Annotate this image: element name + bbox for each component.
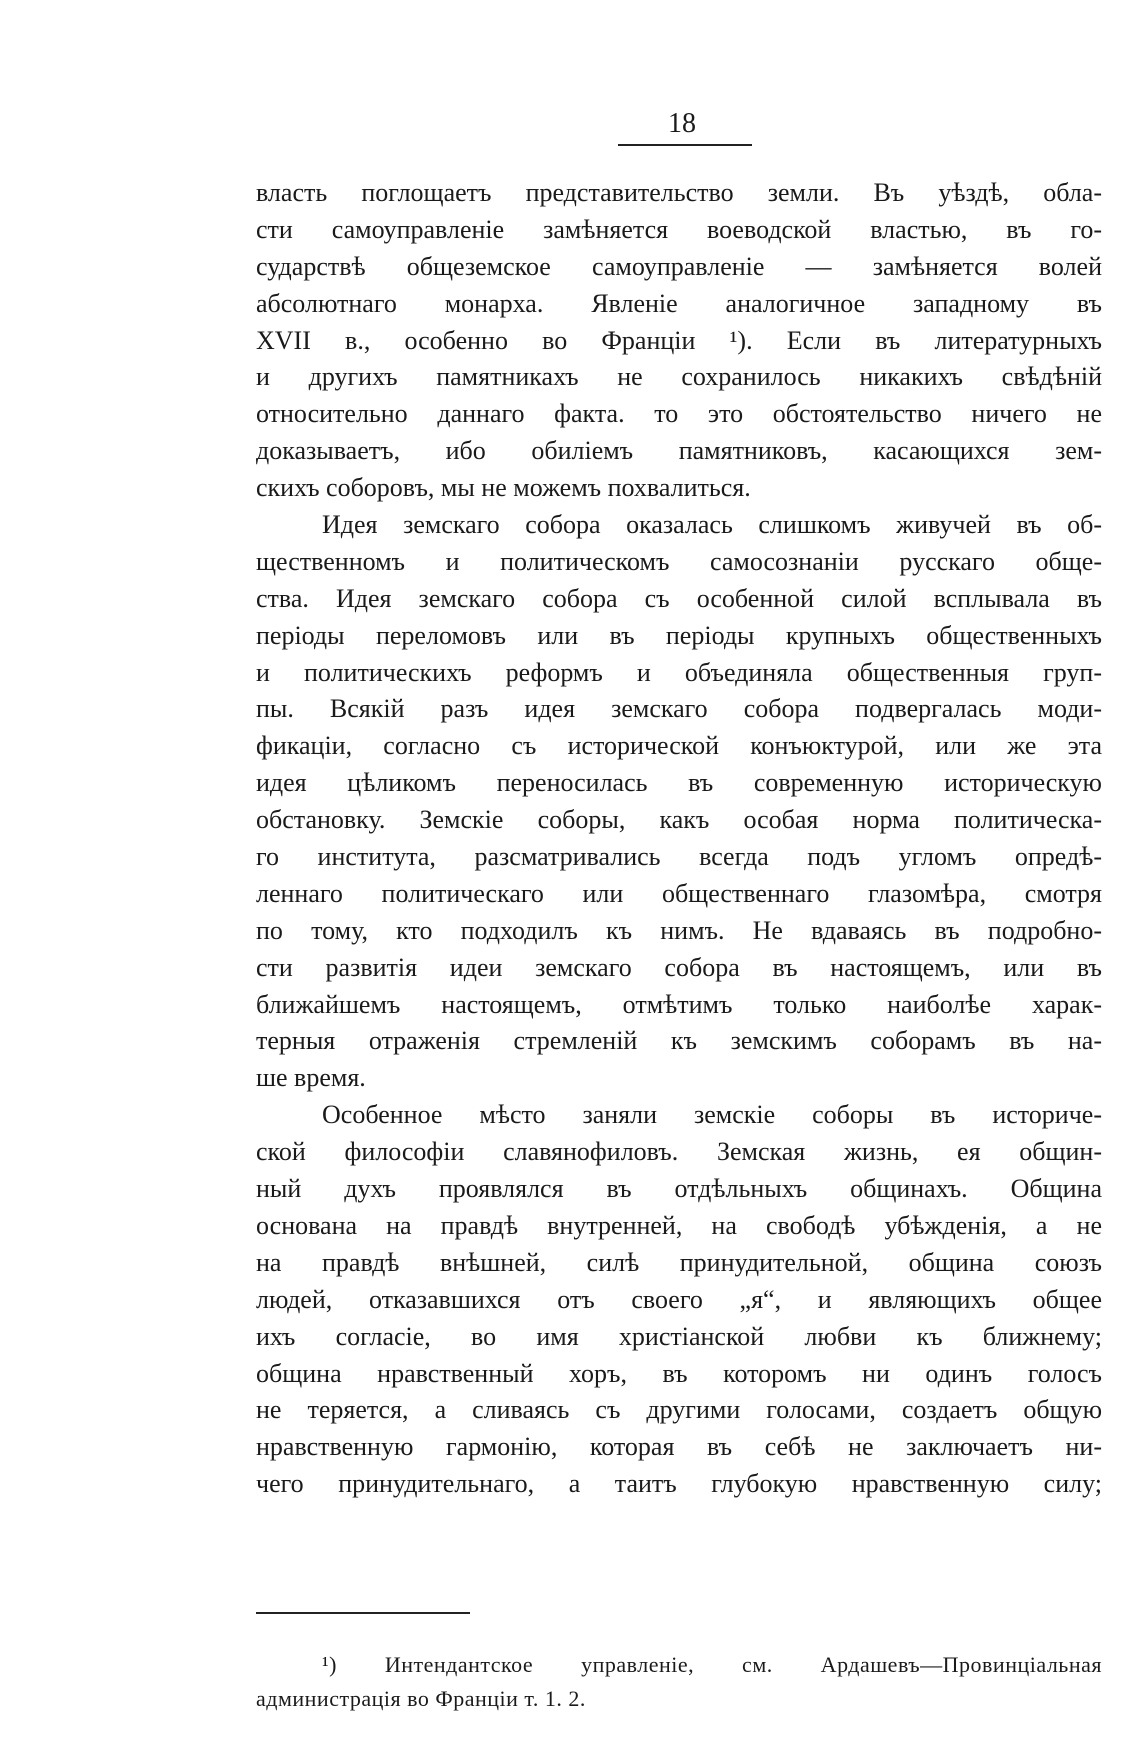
body-text — [256, 175, 1102, 1503]
page-number: 18 — [668, 108, 696, 139]
text-line: сударствѣ общеземское самоуправленіе — замѣняется волей — [256, 251, 1102, 281]
text-line: Особенное мѣсто заняли земскіе соборы въ историче- — [322, 1100, 1102, 1130]
text-line: Идея земскаго собора оказалась слишкомъ живучей въ об- — [322, 510, 1102, 540]
text-line: обстановку. Земскіе соборы, какъ особая норма политическа- — [256, 805, 1102, 835]
text-line: леннаго политическаго или общественнаго глазомѣра, смотря — [256, 878, 1102, 908]
text-line: ближайшемъ настоящемъ, отмѣтимъ только наиболѣе харак- — [256, 989, 1102, 1019]
footnote-line: администрація во Франціи т. 1. 2. — [256, 1686, 586, 1711]
footnote-rule — [256, 1612, 470, 1614]
text-line: фикаціи, согласно съ исторической конъюктурой, или же эта — [256, 731, 1102, 761]
text-line: основана на правдѣ внутренней, на свободѣ убѣжденія, а не — [256, 1210, 1102, 1240]
text-line: пы. Всякій разъ идея земскаго собора подвергалась моди- — [256, 694, 1102, 724]
text-line: доказываетъ, ибо обиліемъ памятниковъ, касающихся зем- — [256, 436, 1102, 466]
text-line: ше время. — [256, 1063, 366, 1093]
text-line: и политическихъ реформъ и объединяла общественныя груп- — [256, 657, 1102, 687]
text-line: и другихъ памятникахъ не сохранилось никакихъ свѣдѣній — [256, 362, 1102, 392]
text-line: скихъ соборовъ, мы не можемъ похвалиться. — [256, 473, 751, 503]
text-line: нравственную гармонію, которая въ себѣ не заключаетъ ни- — [256, 1432, 1102, 1462]
text-line: людей, отказавшихся отъ своего „я“, и являющихъ общее — [256, 1284, 1102, 1314]
text-line: XVII в., особенно во Франціи ¹). Если въ литературныхъ — [256, 325, 1102, 355]
text-line: чего принудительнаго, а таитъ глубокую нравственную силу; — [256, 1469, 1102, 1499]
text-line: сти развитія идеи земскаго собора въ настоящемъ, или въ — [256, 952, 1102, 982]
header-rule — [618, 144, 752, 146]
text-line: абсолютнаго монарха. Явленіе аналогичное западному въ — [256, 288, 1102, 318]
text-line: относительно даннаго факта. то это обстоятельство ничего не — [256, 399, 1102, 429]
text-line: періоды переломовъ или въ періоды крупныхъ общественныхъ — [256, 620, 1102, 650]
text-line: щественномъ и политическомъ самосознаніи русскаго обще- — [256, 546, 1102, 576]
text-line: го института, разсматривались всегда подъ угломъ опредѣ- — [256, 842, 1102, 872]
text-line: община нравственный хоръ, въ которомъ ни одинъ голосъ — [256, 1358, 1102, 1388]
footnote — [256, 1648, 1102, 1716]
text-line: не теряется, а сливаясь съ другими голосами, создаетъ общую — [256, 1395, 1102, 1425]
text-line: сти самоуправленіе замѣняется воеводской властью, въ го- — [256, 214, 1102, 244]
text-line: ства. Идея земскаго собора съ особенной силой всплывала въ — [256, 583, 1102, 613]
text-line: ской философіи славянофиловъ. Земская жизнь, ея общин- — [256, 1137, 1102, 1167]
text-line: терныя отраженія стремленій къ земскимъ соборамъ въ на- — [256, 1026, 1102, 1056]
text-line: ный духъ проявлялся въ отдѣльныхъ общинахъ. Община — [256, 1174, 1102, 1204]
text-line: власть поглощаетъ представительство земли. Въ уѣздѣ, обла- — [256, 178, 1102, 207]
text-line: на правдѣ внѣшней, силѣ принудительной, община союзъ — [256, 1247, 1102, 1277]
footnote-line: ¹) Интендантское управленіе, см. Ардашевъ—Провинціальная — [322, 1652, 1102, 1677]
text-line: по тому, кто подходилъ къ нимъ. Не вдаваясь въ подробно- — [256, 915, 1102, 945]
text-line: идея цѣликомъ переносилась въ современную историческую — [256, 768, 1102, 798]
text-line: ихъ согласіе, во имя христіанской любви къ ближнему; — [256, 1321, 1102, 1351]
